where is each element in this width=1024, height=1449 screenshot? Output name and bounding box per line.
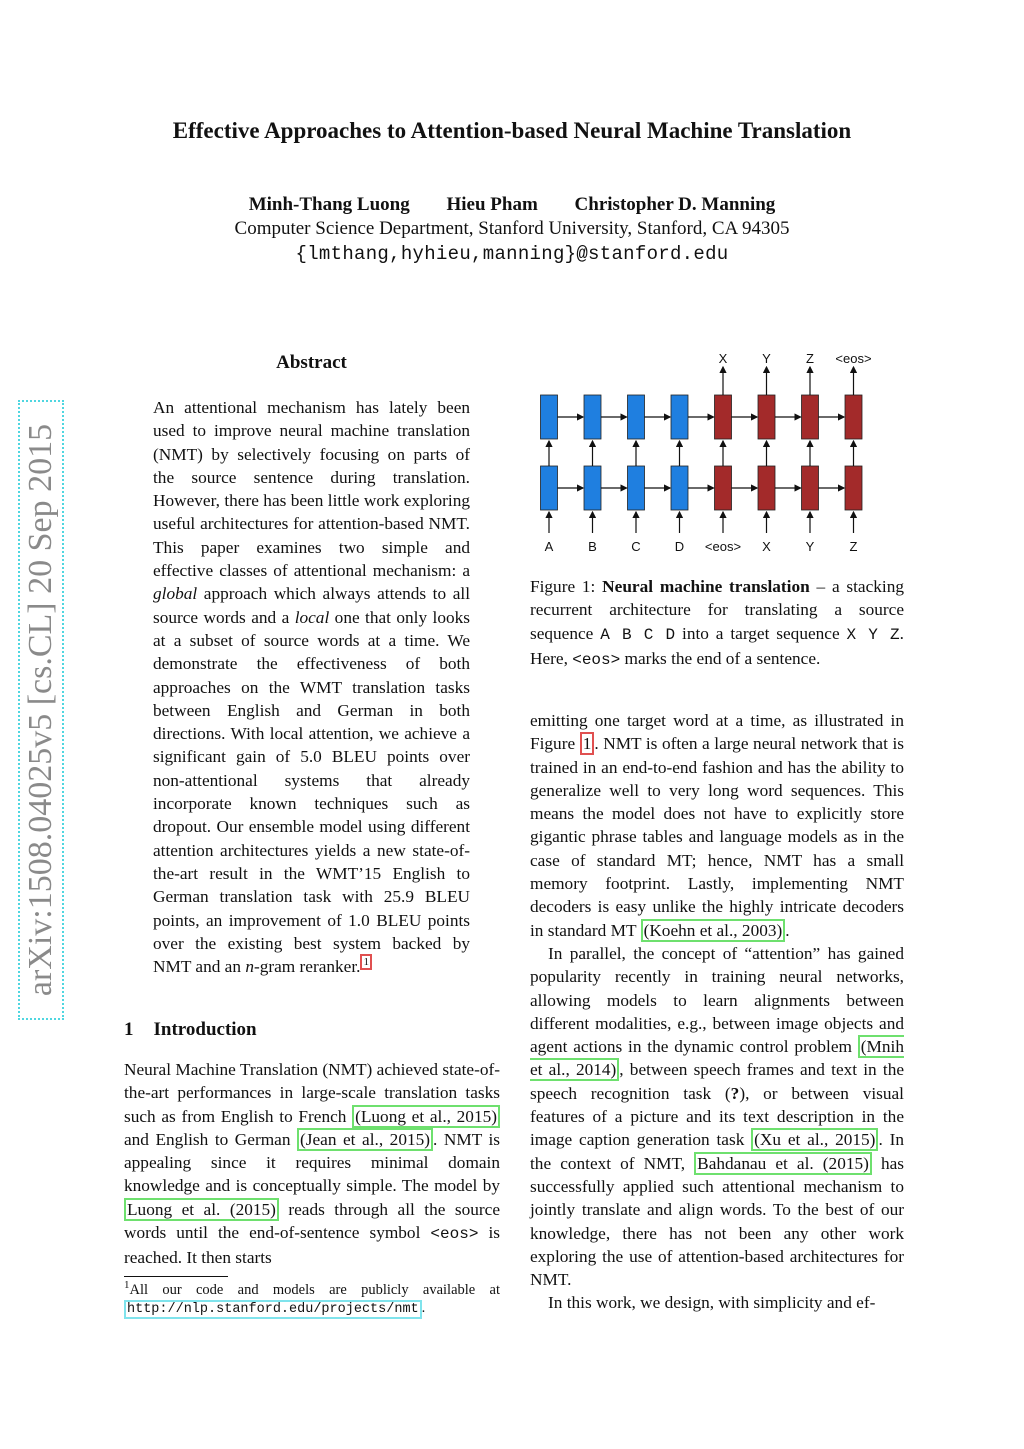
citation-link[interactable]: Bahdanau et al. (2015) bbox=[694, 1152, 872, 1175]
citation-link[interactable]: Luong et al. (2015) bbox=[124, 1198, 279, 1221]
output-token-label: X bbox=[718, 351, 728, 366]
affiliation: Computer Science Department, Stanford University, Stanford, CA 94305 bbox=[234, 218, 790, 239]
citation-link[interactable]: (Mnih et al., 2014) bbox=[530, 1037, 904, 1080]
citation-link[interactable]: (Jean et al., 2015) bbox=[297, 1128, 433, 1151]
math-n: n bbox=[245, 957, 254, 977]
input-token-label: Z bbox=[849, 539, 858, 554]
citation-link[interactable]: (Xu et al., 2015) bbox=[751, 1128, 878, 1151]
figure-ref-link[interactable]: 1 bbox=[580, 732, 595, 755]
caption-bold: Neural machine translation bbox=[602, 577, 810, 596]
output-token-label: Y bbox=[762, 351, 771, 366]
decoder-cell bbox=[715, 466, 732, 510]
decoder-cell bbox=[715, 395, 732, 439]
paragraph: emitting one target word at a time, as illustrated in Figure 1 . NMT is often a large neural network that is trained in an end-to-end fashion and has the ability to generalize well to very long word sequences. This means the model does not have to explicitly store gigantic phrase tables and language models as in the case of standard MT; hence, NMT has a small memory footprint. Lastly, implementing NMT decoders is easy unlike the highly intricate decoders in standard MT (Koehn et al., 2003) . bbox=[530, 711, 904, 940]
encoder-cell bbox=[541, 466, 558, 510]
encoder-cell bbox=[584, 395, 601, 439]
encoder-cell bbox=[541, 395, 558, 439]
author-list bbox=[0, 194, 1024, 216]
encoder-cell bbox=[628, 395, 645, 439]
decoder-cell bbox=[845, 395, 862, 439]
input-token-label: A bbox=[544, 539, 554, 554]
decoder-cell bbox=[802, 466, 819, 510]
nmt-architecture-figure bbox=[530, 345, 910, 560]
decoder-cell bbox=[758, 395, 775, 439]
section-heading-introduction: 1 Introduction bbox=[124, 1019, 257, 1040]
figure-caption: Figure 1: Neural machine translation – a stacking recurrent architecture for translating a source sequence A B C D into a target sequence X Y Z. Here, <eos> marks the end of a sentence. bbox=[530, 577, 904, 669]
input-token-label: B bbox=[588, 539, 597, 554]
output-token-label: Z bbox=[806, 351, 814, 366]
decoder-cell bbox=[845, 466, 862, 510]
citation-link[interactable]: (Luong et al., 2015) bbox=[352, 1105, 500, 1128]
input-token-label: C bbox=[631, 539, 641, 554]
decoder-cell bbox=[758, 466, 775, 510]
author-email: {lmthang,hyhieu,manning}@stanford.edu bbox=[295, 243, 729, 265]
input-token-label: X bbox=[762, 539, 771, 554]
paragraph: In this work, we design, with simplicity and ef- bbox=[548, 1293, 876, 1313]
encoder-cell bbox=[628, 466, 645, 510]
encoder-cell bbox=[584, 466, 601, 510]
decoder-cell bbox=[802, 395, 819, 439]
footnote-link[interactable]: 1 bbox=[360, 954, 372, 970]
input-token-label: Y bbox=[805, 539, 815, 554]
author-name: Minh-Thang Luong bbox=[248, 194, 410, 215]
emphasis-local: local bbox=[294, 607, 330, 627]
paper-title: Effective Approaches to Attention-based Neural Machine Translation bbox=[172, 118, 852, 143]
abstract-body: An attentional mechanism has lately been used to improve neural machine translation (NMT) by selectively focusing on parts of the source sentence during translation. However, there has been little work exploring useful architectures for attention-based NMT. This paper examines two simple and effective classes of attentional mechanism: a global approach which always attends to all source words and a local one that only looks at a subset of source words at a time. We demonstrate the effectiveness of both approaches on the WMT translation tasks between English and German in both directions. With local attention, we achieve a significant gain of 5.0 BLEU points over non-attentional systems that already incorporate known techniques such as dropout. Our ensemble model using different attention architectures yields a new state-of-the-art result in the WMT’15 English to German translation task with 25.9 BLEU points, an improvement of 1.0 BLEU points over the existing best system backed by NMT and an n-gram reranker. $^1$ bbox=[153, 398, 470, 977]
encoder-cell bbox=[671, 395, 688, 439]
author-name: Hieu Pham bbox=[446, 194, 538, 215]
eos-token: <eos> bbox=[430, 1225, 479, 1244]
encoder-cell bbox=[671, 466, 688, 510]
input-token-label: D bbox=[674, 539, 685, 554]
output-token-label: <eos> bbox=[835, 351, 872, 366]
emphasis-global: global bbox=[153, 584, 198, 604]
footnote: $^1$All our code and models are publicly available at http://nlp.stanford.edu/projects/nmt . bbox=[124, 1279, 500, 1317]
input-token-label: <eos> bbox=[704, 539, 742, 554]
introduction-text: Neural Machine Translation (NMT) achieved state-of-the-art performances in large-scale translation tasks such as from English to French (Luong et al., 2015) and English to German (Jean et al., 2015) . NMT is appealing since it requires minimal domain knowledge and is conceptually simple. The model by Luong et al. (2015) reads through all the source words until the end-of-sentence symbol <eos> is reached. It then starts bbox=[124, 1060, 501, 1268]
footnote-divider bbox=[124, 1276, 228, 1277]
right-column-text bbox=[530, 709, 904, 1315]
arxiv-stamp[interactable]: arXiv:1508.04025v5 [cs.CL] 20 Sep 2015 bbox=[18, 400, 64, 1020]
paragraph: In parallel, the concept of “attention” has gained popularity recently in training neural networks, allowing models to learn alignments between different modalities, e.g., between image objects and agent actions in the dynamic control problem (Mnih et al., 2014) , between speech frames and text in the speech recognition task (?), or between visual features of a picture and its text description in the image caption generation task (Xu et al., 2015) . In the context of NMT, Bahdanau et al. (2015) has successfully applied such attentional mechanism to jointly translate and align words. To the best of our knowledge, there has not been any other work exploring the use of attention-based architectures for NMT. bbox=[530, 943, 904, 1290]
citation-link[interactable]: (Koehn et al., 2003) bbox=[641, 919, 786, 942]
author-name: Christopher D. Manning bbox=[574, 194, 776, 215]
abstract-heading: Abstract bbox=[276, 352, 347, 373]
project-url-link[interactable]: http://nlp.stanford.edu/projects/nmt bbox=[124, 1300, 422, 1319]
